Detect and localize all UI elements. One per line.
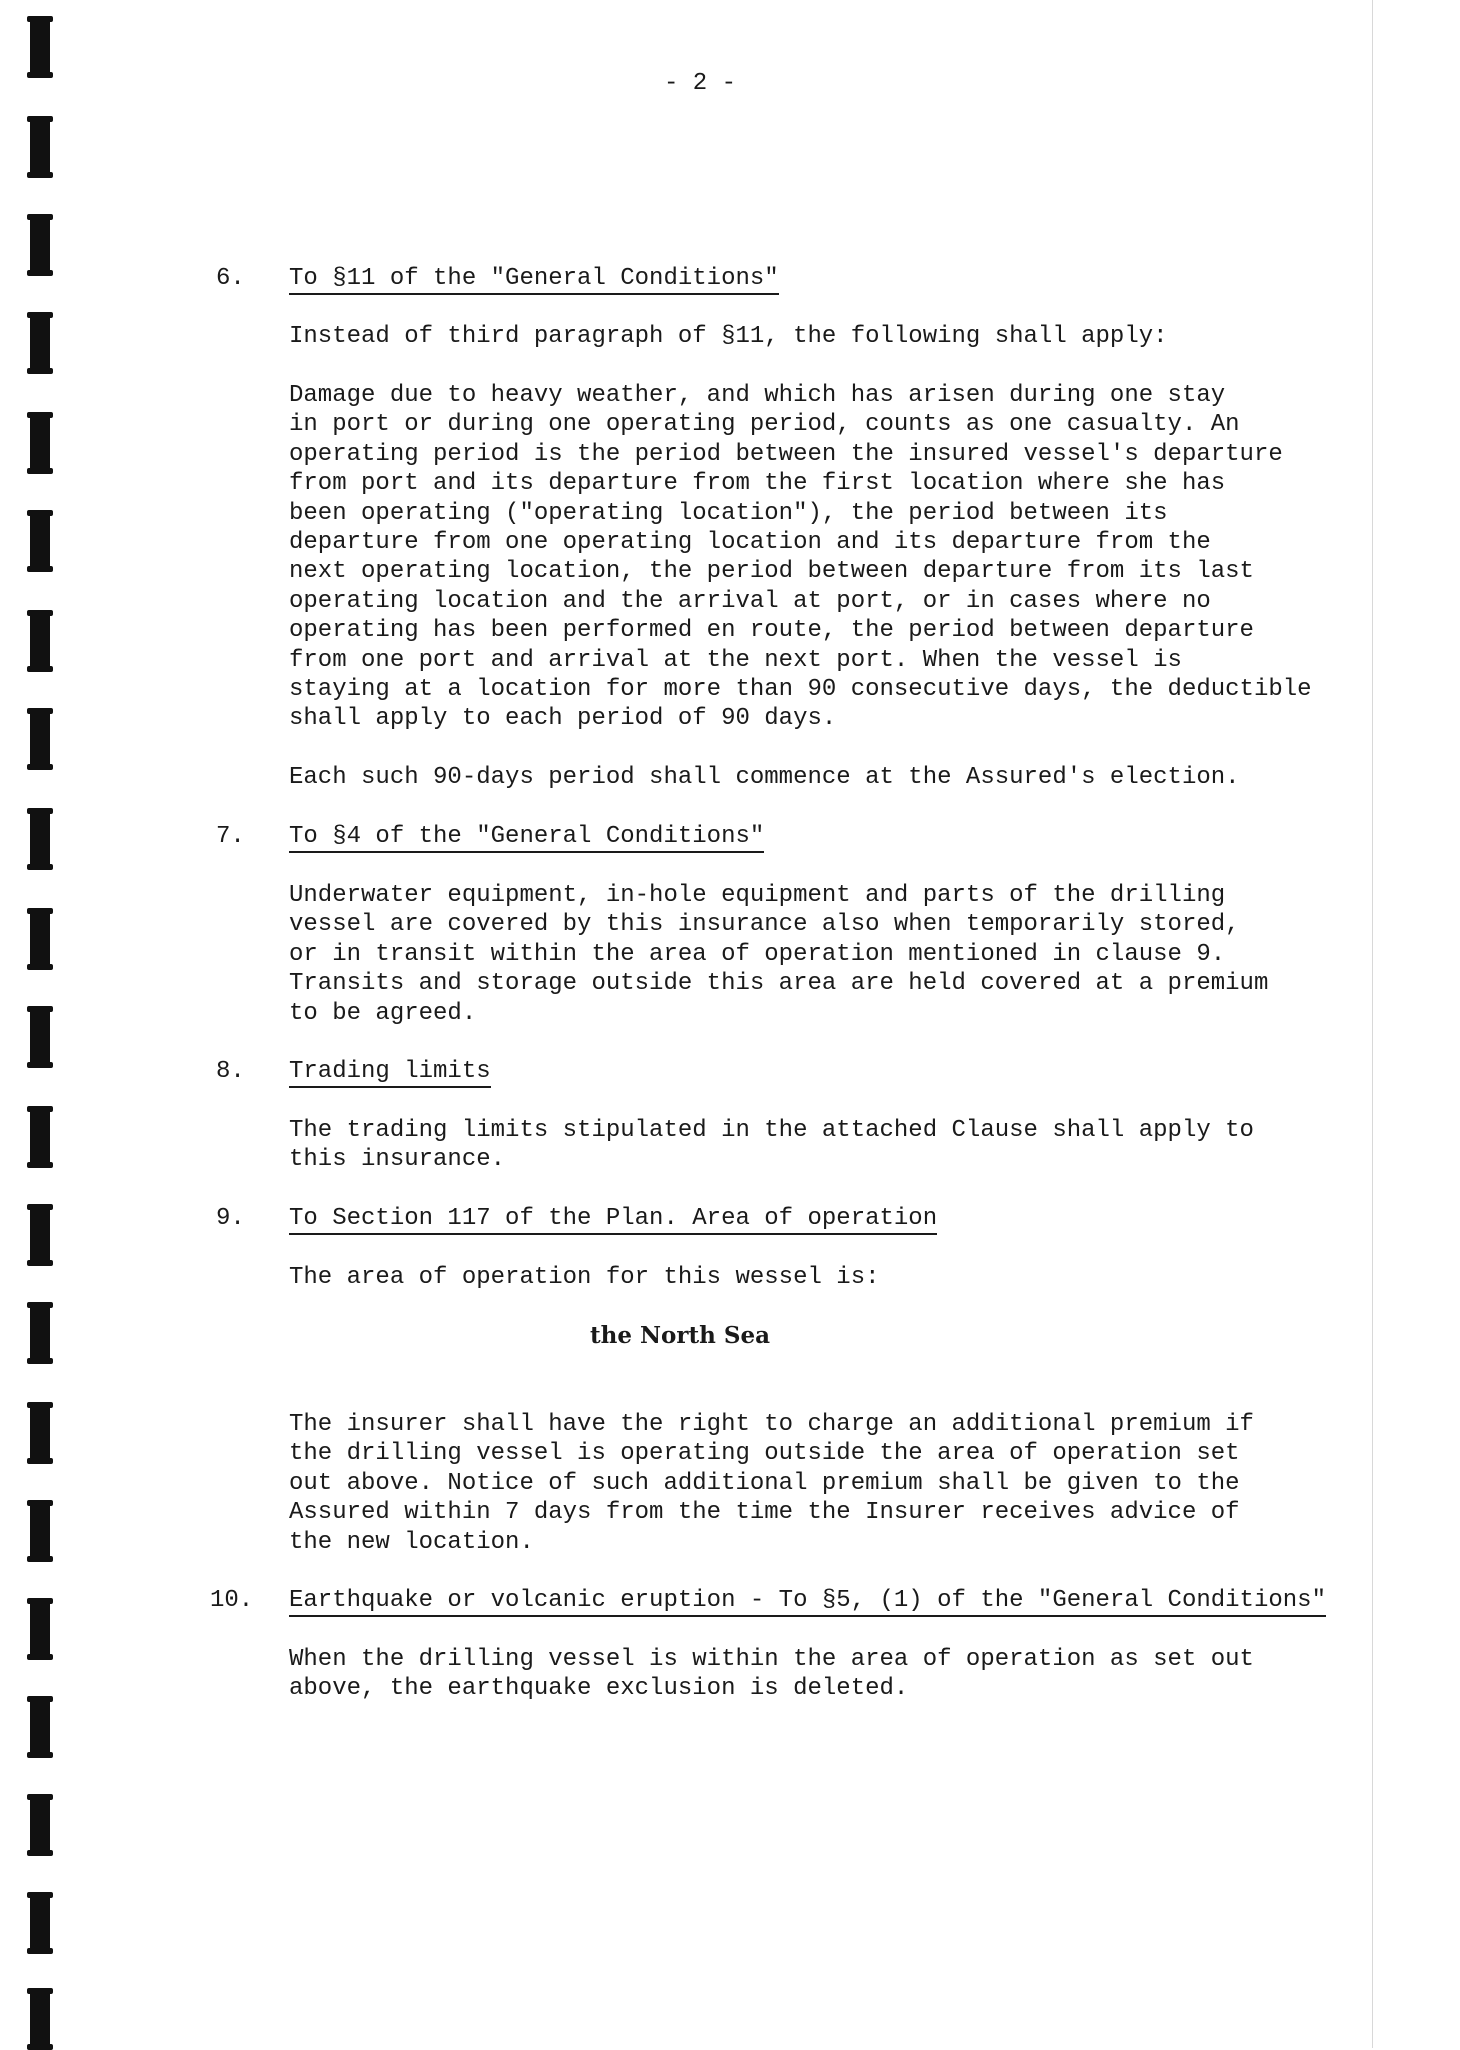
- paragraph: Instead of third paragraph of §11, the following shall apply:: [289, 323, 1168, 350]
- section-number: 6.: [216, 265, 245, 292]
- page-edge: [1372, 0, 1373, 2048]
- section-heading: [289, 1204, 937, 1233]
- binding-hole: [30, 1698, 50, 1756]
- section-heading-text: To §11 of the "General Conditions": [289, 265, 779, 295]
- page-number: - 2 -: [663, 70, 736, 97]
- binding-hole: [30, 1502, 50, 1560]
- section-heading: [289, 264, 779, 293]
- paragraph: The trading limits stipulated in the attached Clause shall apply to this insurance.: [289, 1117, 1254, 1174]
- binding-hole: [30, 1108, 50, 1166]
- binding-hole: [30, 118, 50, 176]
- section-heading-text: Earthquake or volcanic eruption - To §5, (1) of the "General Conditions": [289, 1587, 1326, 1617]
- paragraph: Each such 90-days period shall commence at the Assured's election.: [289, 764, 1240, 791]
- binding-hole: [30, 1404, 50, 1462]
- section-heading: [289, 1057, 491, 1086]
- binding-hole: [30, 1796, 50, 1854]
- section-heading-text: To Section 117 of the Plan. Area of operation: [289, 1205, 937, 1235]
- section-number: 10.: [210, 1587, 254, 1614]
- binding-hole: [30, 612, 50, 670]
- paragraph: Underwater equipment, in-hole equipment and parts of the drilling vessel are covered by this insurance also when temporarily stored, or in transit within the area of operation mentioned in clause 9. Transits and storage outside this area are held covered at a premium to be agreed.: [289, 882, 1269, 1027]
- binding-hole: [30, 414, 50, 472]
- binding-hole: [30, 314, 50, 372]
- section-number: 7.: [216, 823, 245, 850]
- section-number: 9.: [216, 1205, 245, 1232]
- binding-hole: [30, 18, 50, 76]
- binding-hole: [30, 1600, 50, 1658]
- section-number: 8.: [216, 1058, 245, 1085]
- binding-hole: [30, 1894, 50, 1952]
- area-of-operation: the North Sea: [590, 1322, 770, 1349]
- binding-hole: [30, 1206, 50, 1264]
- binding-hole: [30, 216, 50, 274]
- binding-hole: [30, 710, 50, 768]
- section-heading: [289, 822, 764, 851]
- binding-hole: [30, 910, 50, 968]
- section-heading-text: Trading limits: [289, 1058, 491, 1088]
- paragraph: When the drilling vessel is within the area of operation as set out above, the earthquake exclusion is deleted.: [289, 1646, 1254, 1703]
- paragraph: Damage due to heavy weather, and which has arisen during one stay in port or during one operating period, counts as one casualty. An operating period is the period between the insured vessel's departure from port and its departure from the first location where she has been operating ("operating location"), the period between its departure from one operating location and its departure from the next operating location, the period between departure from its last operating location and the arrival at port, or in cases where no operating has been performed en route, the period between departure from one port and arrival at the next port. When the vessel is staying at a location for more than 90 consecutive days, the deductible shall apply to each period of 90 days.: [289, 382, 1312, 733]
- section-heading: [289, 1586, 1326, 1615]
- binding-hole: [30, 1008, 50, 1066]
- binding-hole: [30, 1990, 50, 2048]
- paragraph: The area of operation for this wessel is:: [289, 1264, 880, 1291]
- section-heading-text: To §4 of the "General Conditions": [289, 823, 764, 853]
- spiral-binding: [30, 0, 52, 2048]
- binding-hole: [30, 512, 50, 570]
- paragraph: The insurer shall have the right to charge an additional premium if the drilling vessel is operating outside the area of operation set out above. Notice of such additional premium shall be given to the Assured within 7 days from the time the Insurer receives advice of the new location.: [289, 1411, 1254, 1556]
- binding-hole: [30, 810, 50, 868]
